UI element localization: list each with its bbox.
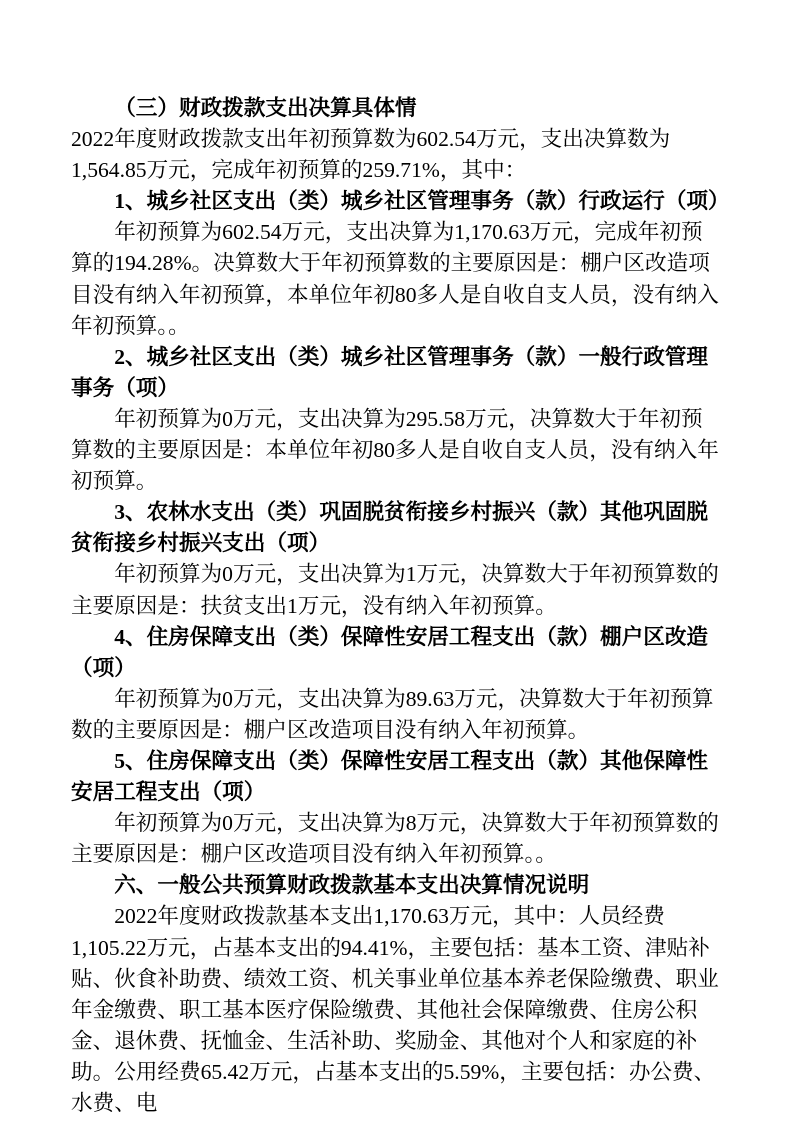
section-heading: 3、农林水支出（类）巩固脱贫衔接乡村振兴（款）其他巩固脱贫衔接乡村振兴支出（项） <box>71 500 709 556</box>
section-heading: 2、城乡社区支出（类）城乡社区管理事务（款）一般行政管理事务（项） <box>71 344 709 400</box>
section-heading: （三）财政拨款支出决算具体情 <box>114 96 417 120</box>
document-content <box>71 93 730 1119</box>
section-heading: 4、住房保障支出（类）保障性安居工程支出（款）棚户区改造（项） <box>71 624 709 680</box>
body-paragraph: 年初预算为0万元，支出决算为295.58万元，决算数大于年初预算数的主要原因是：本单位年初80多人是自收自支人员，没有纳入年初预算。 <box>71 406 719 494</box>
section-heading: 1、城乡社区支出（类）城乡社区管理事务（款）行政运行（项） <box>114 189 730 214</box>
body-paragraph: 年初预算为602.54万元，支出决算为1,170.63万元，完成年初预算的194.28%。决算数大于年初预算数的主要原因是：棚户区改造项目没有纳入年初预算，本单位年初80多人是自收自支人员，没有纳入年初预算。。 <box>71 220 719 338</box>
section-heading: 5、住房保障支出（类）保障性安居工程支出（款）其他保障性安居工程支出（项） <box>71 748 709 805</box>
body-paragraph: 年初预算为0万元，支出决算为1万元，决算数大于年初预算数的主要原因是：扶贫支出1万元，没有纳入年初预算。 <box>71 562 719 618</box>
body-paragraph: 2022年度财政拨款支出年初预算数为602.54万元，支出决算数为1,564.85万元，完成年初预算的259.71%，其中： <box>71 127 671 183</box>
section-heading: 六、一般公共预算财政拨款基本支出决算情况说明 <box>114 873 590 898</box>
body-paragraph: 年初预算为0万元，支出决算为8万元，决算数大于年初预算数的主要原因是：棚户区改造项目没有纳入年初预算。。 <box>71 811 719 867</box>
body-paragraph: 年初预算为0万元，支出决算为89.63万元，决算数大于年初预算数的主要原因是：棚户区改造项目没有纳入年初预算。 <box>71 686 714 742</box>
body-paragraph: 2022年度财政拨款基本支出1,170.63万元，其中：人员经费1,105.22万元，占基本支出的94.41%，主要包括：基本工资、津贴补贴、伙食补助费、绩效工资、机关事业单位基本养老保险缴费、职业年金缴费、职工基本医疗保险缴费、其他社会保障缴费、住房公积金、退休费、抚恤金、生活补助、奖励金、其他对个人和家庭的补助。公用经费65.42万元，占基本支出的5.59%，主要包括：办公费、水费、电 <box>71 904 719 1115</box>
